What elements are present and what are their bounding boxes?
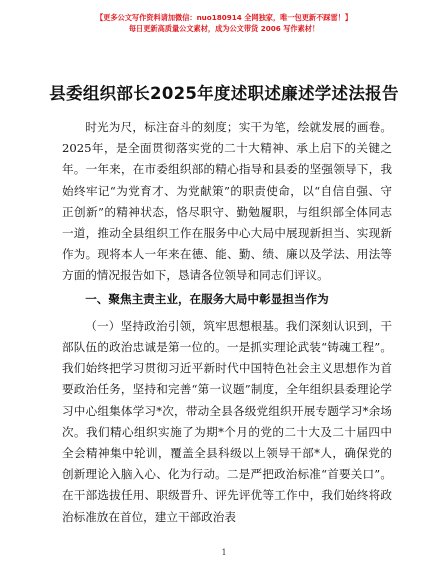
intro-paragraph: 时光为尺，标注奋斗的刻度；实干为笔，绘就发展的画卷。2025年，是全面贯彻落实党的二十大精神、承上启下的关键之年。一年来，在市委组织部的精心指导和县委的坚强领导下，我始终牢记“为党育才、为党献策”的职责使命，以“自信自强、守正创新”的精神状态，恪尽职守、勤勉履职，与组织部全体同志一道，推动全县组织工作在服务中心大局中展现新担当、实现新作为。现将本人一年来在德、能、勤、绩、廉以及学法、用法等方面的情况报告如下，恳请各位领导和同志们评议。 <box>62 120 392 283</box>
header-banner <box>0 12 448 34</box>
page-number: 1 <box>221 548 227 557</box>
banner-line-2: 每日更新高质量公文素材，成为公文带货 2006 写作素材！ <box>128 24 320 33</box>
section-paragraph: （一）坚持政治引领，筑牢思想根基。我们深刻认识到，干部队伍的政治忠诚是第一位的。一是抓实理论武装“铸魂工程”。我们始终把学习贯彻习近平新时代中国特色社会主义思想作为首要政治任务，坚持和完善“第一议题”制度，全年组织县委理论学习中心组集体学习*次，带动全县各级党组织开展专题学习*余场次。我们精心组织实施了为期*个月的党的二十大及二十届四中全会精神集中轮训，覆盖全县科级以上领导干部*人，确保党的创新理论入脑入心、化为行动。二是严把政治标准“首要关口”。在干部选拔任用、职级晋升、评先评优等工作中，我们始终将政治标准放在首位，建立干部政治表 <box>62 318 392 524</box>
document-title: 县委组织部长2025年度述职述廉述学述法报告 <box>49 84 399 103</box>
banner-line-1: 【更多公文写作资料请加微信：nuo180914 全网独家，唯一包更新不踩雷！】 <box>95 13 353 22</box>
section-heading: 一、聚焦主责主业，在服务大局中彰显担当作为 <box>85 291 329 306</box>
document-body <box>62 117 392 528</box>
